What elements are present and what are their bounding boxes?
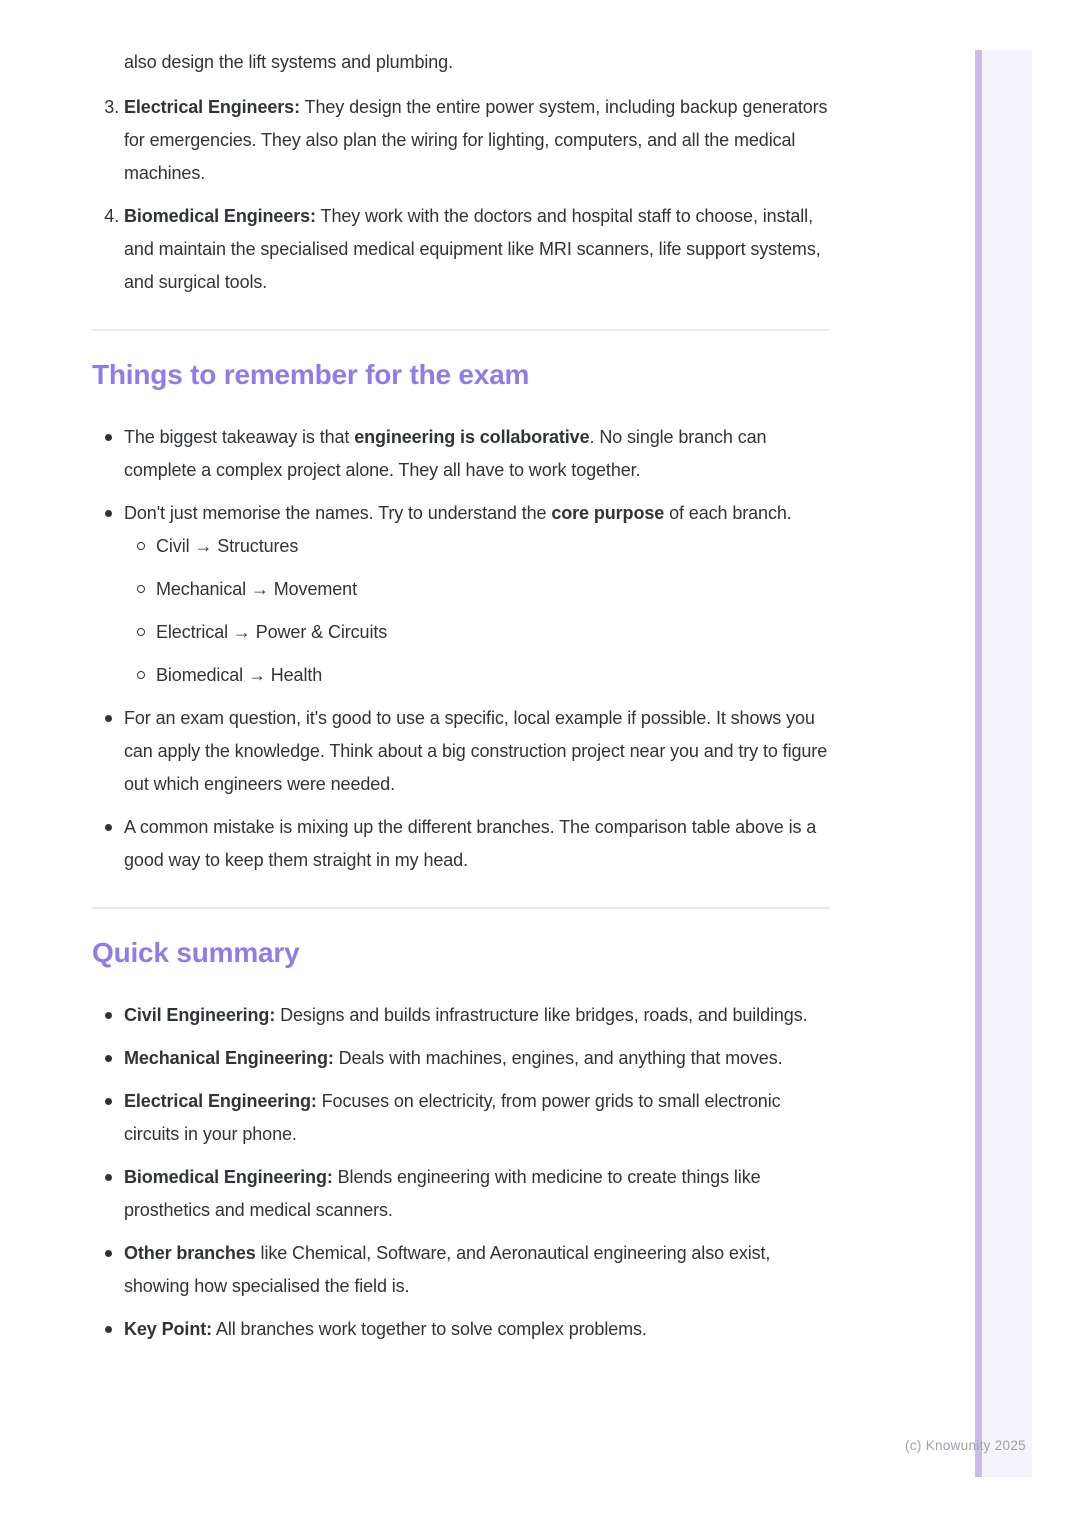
side-panel [975,50,1032,1477]
sub-bullet-item: Electrical → Power & Circuits [156,616,830,649]
numbered-list [92,91,830,299]
bold-text: engineering is collaborative [354,427,590,447]
note-content [92,46,830,1356]
text-run: They design the entire power system, including backup generators for emergencies. They also plan the wiring for lighting, computers, and all the medical machines. [124,97,828,183]
bullet-item [124,999,830,1032]
sub-bullet-item: Civil → Structures [156,530,830,563]
numbered-item [124,91,830,190]
sub-bullet-item: Biomedical → Health [156,659,830,692]
copyright-watermark: (c) Knowunity 2025 [905,1438,1026,1453]
sections-container [92,329,830,1346]
section-heading: Things to remember for the exam [92,359,530,390]
bullet-item [124,1313,830,1346]
section-divider [92,329,830,331]
bold-text: core purpose [551,503,665,523]
sub-bullet-item: Mechanical → Movement [156,573,830,606]
bold-text: Key Point: [124,1319,213,1339]
bullet-list [92,421,830,877]
bold-text: Electrical Engineering: [124,1091,317,1111]
bold-text: Biomedical Engineering: [124,1167,333,1187]
text-run: All branches work together to solve complex problems. [212,1319,647,1339]
bullet-item [124,1042,830,1075]
section-divider [92,907,830,909]
text-run: Designs and builds infrastructure like bridges, roads, and buildings. [275,1005,808,1025]
sub-bullet-list [124,530,830,692]
text-run: Don't just memorise the names. Try to understand the [124,503,552,523]
text-run: They work with the doctors and hospital staff to choose, install, and maintain the specialised medical equipment like MRI scanners, life support systems, and surgical tools. [124,206,821,292]
bullet-item [124,1161,830,1227]
bullet-item [124,702,830,801]
text-run: like Chemical, Software, and Aeronautical engineering also exist, showing how specialised the field is. [124,1243,771,1296]
bullet-item [124,421,830,487]
text-run: Blends engineering with medicine to create things like prosthetics and medical scanners. [124,1167,761,1220]
section-heading: Quick summary [92,937,300,968]
text-run: For an exam question, it's good to use a specific, local example if possible. It shows you can apply the knowledge. Think about a big construction project near you and try to figure out which engineers were needed. [124,708,828,794]
bold-text: Other branches [124,1243,256,1263]
text-run: . No single branch can complete a complex project alone. They all have to work together. [124,427,767,480]
bold-text: Mechanical Engineering: [124,1048,334,1068]
bullet-list [92,999,830,1346]
bullet-item [124,1237,830,1303]
text-run: The biggest takeaway is that [124,427,355,447]
numbered-item [124,200,830,299]
bold-text: Civil Engineering: [124,1005,276,1025]
bullet-item [124,497,830,692]
paragraph-continuation: also design the lift systems and plumbing. [124,52,453,72]
text-run: Deals with machines, engines, and anything that moves. [333,1048,783,1068]
bullet-item [124,1085,830,1151]
text-run: A common mistake is mixing up the different branches. The comparison table above is a good way to keep them straight in my head. [124,817,817,870]
text-run: of each branch. [664,503,792,523]
text-run: Focuses on electricity, from power grids to small electronic circuits in your phone. [124,1091,781,1144]
bold-text: Biomedical Engineers: [124,206,316,226]
bold-text: Electrical Engineers: [124,97,300,117]
bullet-item [124,811,830,877]
